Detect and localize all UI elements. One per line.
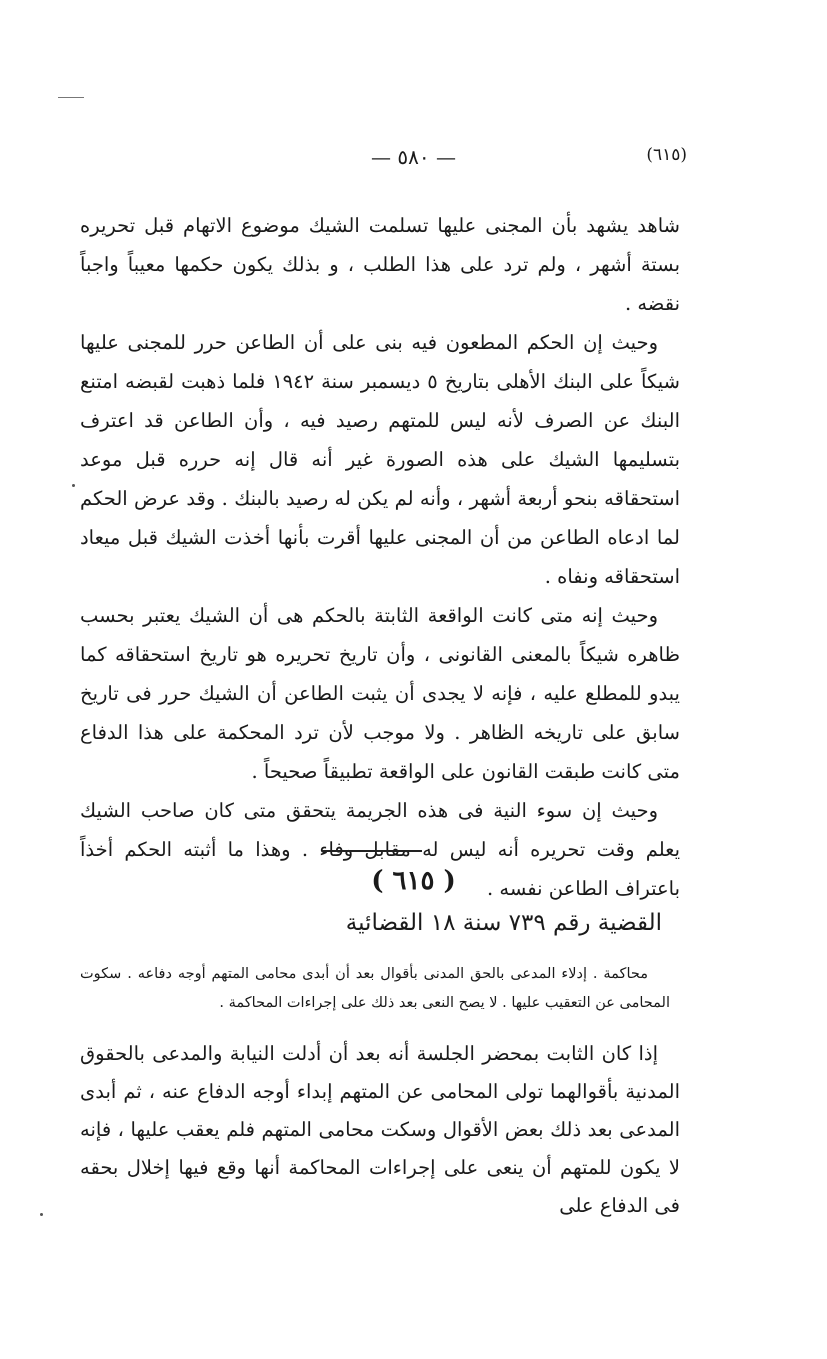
reasoning-paragraph: وحيث إنه متى كانت الواقعة الثابتة بالحكم هى أن الشيك يعتبر بحسب ظاهره شيكاً بالمعنى القانونى ، وأن تاريخ تحريره هو تاريخ استحقاقه كما يبدو للمطلع عليه ، فإنه لا يجدى أن يثبت الطاعن أن الشيك حرر فى تاريخ سابق على تاريخه الظاهر . ولا موجب لأن ترد المحكمة على هذا الدفاع متى كانت طبقت القانون على الواقعة تطبيقاً صحيحاً . (80, 604, 680, 783)
case-title: القضية رقم ٧٣٩ سنة ١٨ القضائية (345, 910, 662, 936)
ruling-paragraph: إذا كان الثابت بمحضر الجلسة أنه بعد أن أدلت النيابة والمدعى بالحقوق المدنية بأقوالهما تولى المحامى عن المتهم إبداء أوجه الدفاع عنه ، ثم أبدى المدعى بعد ذلك بعض الأقوال وسكت محامى المتهم فلم يعقب عليها ، فإنه لا يكون للمتهم أن ينعى على إجراءات المحاكمة أنها وقع فيها إخلال بحقه فى الدفاع على (80, 1042, 680, 1217)
case-summary (80, 960, 670, 1018)
scan-speck (40, 1213, 43, 1216)
case-number-heading: ( ٦١٥ ) (371, 866, 456, 896)
section-divider (322, 850, 422, 852)
summary-paragraph: محاكمة . إدلاء المدعى بالحق المدنى بأقوال بعد أن أبدى محامى المتهم أوجه دفاعه . سكوت المحامى عن التعقيب عليها . لا يصح النعى بعد ذلك على إجراءات المحاكمة . (80, 966, 670, 1011)
scan-speck (72, 484, 75, 487)
running-case-reference: (٦١٥) (646, 145, 687, 165)
page-header (0, 145, 827, 175)
page-number: — ٥٨٠ — (371, 145, 456, 169)
reasoning-paragraph: شاهد يشهد بأن المجنى عليها تسلمت الشيك موضوع الاتهام قبل تحريره بستة أشهر ، ولم ترد على هذا الطلب ، و بذلك يكون حكمها معيباً واجباً نقضه . (80, 214, 680, 315)
case-ruling (80, 1035, 680, 1225)
reasoning-paragraph: وحيث إن سوء النية فى هذه الجريمة يتحقق متى كان صاحب الشيك يعلم وقت تحريره أنه ليس له مقابل وفاء . وهذا ما أثبته الحكم أخذاً باعتراف الطاعن نفسه . (80, 799, 680, 900)
reasoning-paragraph: وحيث إن الحكم المطعون فيه بنى على أن الطاعن حرر للمجنى عليها شيكاً على البنك الأهلى بتاريخ ٥ ديسمبر سنة ١٩٤٢ فلما ذهبت لقبضه امتنع البنك عن الصرف لأنه ليس للمتهم رصيد فيه ، وأن الطاعن قد اعترف بتسليمها الشيك على هذه الصورة غير أنه قال إنه حرره قبل موعد استحقاقه بنحو أربعة أشهر ، وأنه لم يكن له رصيد بالبنك . وقد عرض الحكم لما ادعاه الطاعن من أن المجنى عليها أقرت بأنها أخذت الشيك قبل ميعاد استحقاقه ونفاه . (80, 331, 680, 588)
judgment-reasoning (80, 206, 680, 908)
scan-margin-mark (58, 97, 84, 98)
